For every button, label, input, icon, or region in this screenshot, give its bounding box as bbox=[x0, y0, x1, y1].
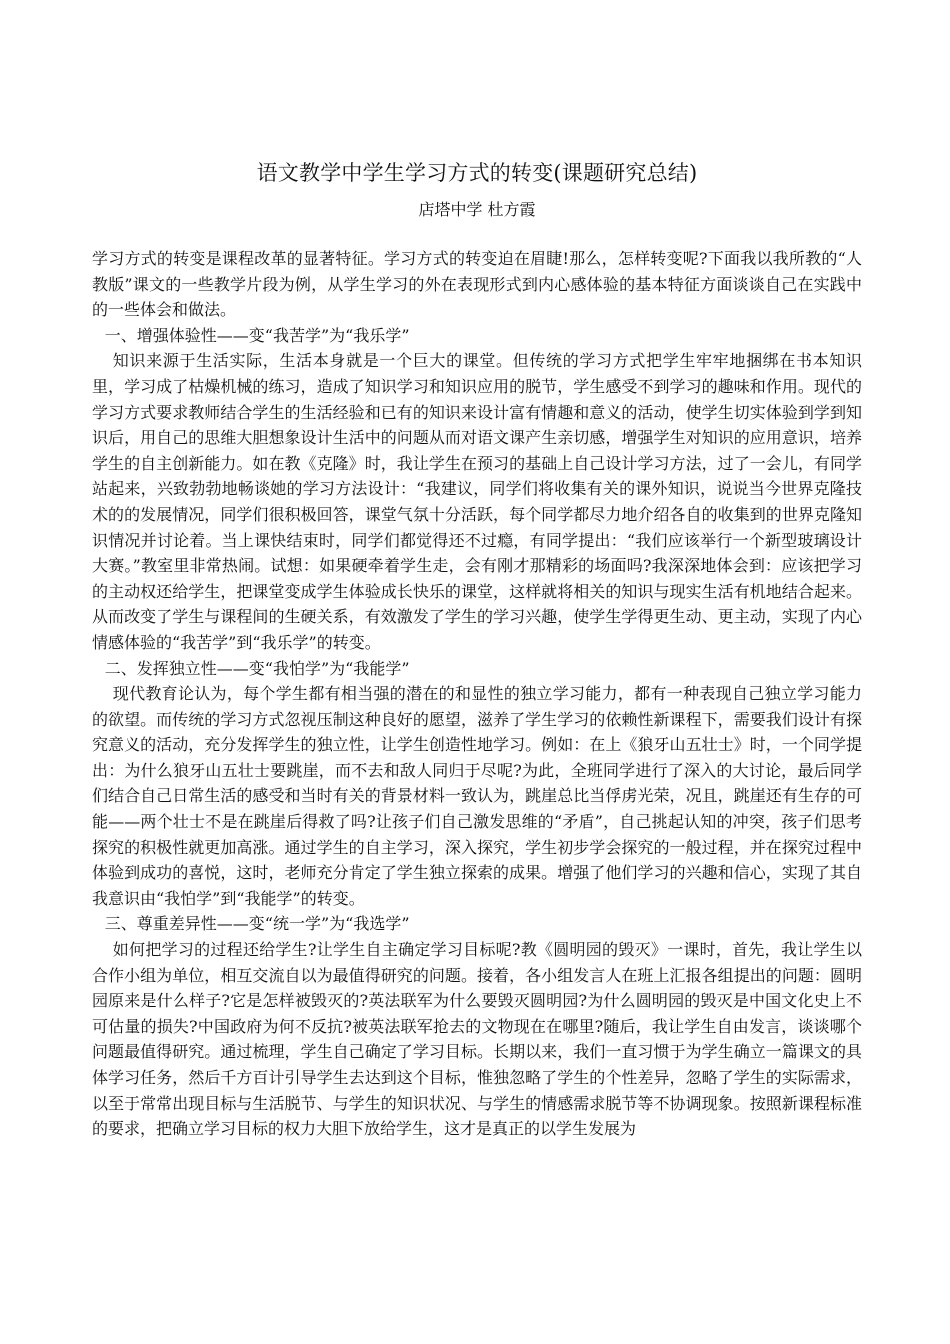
section-heading-3: 三、尊重差异性——变“统一学”为“我选学” bbox=[104, 914, 410, 934]
intro-paragraph: 学习方式的转变是课程改革的显著特征。学习方式的转变迫在眉睫!那么，怎样转变呢?下面我以我所教的“人教版”课文的一些教学片段为例，从学生学习的外在表现形式到内心感体验的基本特征方面谈谈自己在实践中的一些体会和做法。 bbox=[92, 249, 862, 320]
document-page bbox=[92, 158, 862, 1142]
section-heading-1: 一、增强体验性——变“我苦学”为“我乐学” bbox=[104, 325, 410, 345]
section-paragraph-1: 知识来源于生活实际，生活本身就是一个巨大的课堂。但传统的学习方式把学生牢牢地捆绑在书本知识里，学习成了枯燥机械的练习，造成了知识学习和知识应用的脱节，学生感受不到学习的趣味和作用。现代的学习方式要求教师结合学生的生活经验和已有的知识来设计富有情趣和意义的活动，使学生切实体验到学到知识后，用自己的思维大胆想象设计生活中的问题从而对语文课产生亲切感，增强学生对知识的应用意识，培养学生的自主创新能力。如在教《克隆》时，我让学生在预习的基础上自己设计学习方法，过了一会儿，有同学站起来，兴致勃勃地畅谈她的学习方法设计：“我建议，同学们将收集有关的课外知识，说说当今世界克隆技术的的发展情况，同学们很积极回答，课堂气氛十分活跃，每个同学都尽力地介绍各自的收集到的世界克隆知识情况并讨论着。当上课快结束时，同学们都觉得还不过瘾，有同学提出：“我们应该举行一个新型玻璃设计大赛。”教室里非常热闹。试想：如果硬牵着学生走，会有刚才那精彩的场面吗?我深深地体会到：应该把学习的主动权还给学生，把课堂变成学生体验成长快乐的课堂，这样就将相关的知识与现实生活有机地结合起来。从而改变了学生与课程间的生硬关系，有效激发了学生的学习兴趣，使学生学得更生动、更主动，实现了内心情感体验的“我苦学”到“我乐学”的转变。 bbox=[92, 351, 862, 652]
section-heading-2: 二、发挥独立性——变“我怕学”为“我能学” bbox=[104, 658, 410, 678]
document-body bbox=[92, 246, 862, 1142]
section-paragraph-3: 如何把学习的过程还给学生?让学生自主确定学习目标呢?教《圆明园的毁灭》一课时，首先，我让学生以合作小组为单位，相互交流自以为最值得研究的问题。接着，各小组发言人在班上汇报各组提出的问题：圆明园原来是什么样子?它是怎样被毁灭的?英法联军为什么要毁灭圆明园?为什么圆明园的毁灭是中国文化史上不可估量的损失?中国政府为何不反抗?被英法联军抢去的文物现在在哪里?随后，我让学生自由发言，谈谈哪个问题最值得研究。通过梳理，学生自己确定了学习目标。长期以来，我们一直习惯于为学生确立一篇课文的具体学习任务，然后千方百计引导学生去达到这个目标，惟独忽略了学生的个性差异，忽略了学生的实际需求，以至于常常出现目标与生活脱节、与学生的知识状况、与学生的情感需求脱节等不协调现象。按照新课程标准的要求，把确立学习目标的权力大胆下放给学生，这才是真正的以学生发展为 bbox=[92, 940, 862, 1139]
document-author: 店塔中学 杜方霞 bbox=[418, 200, 536, 219]
section-paragraph-2: 现代教育论认为，每个学生都有相当强的潜在的和显性的独立学习能力，都有一种表现自己独立学习能力的欲望。而传统的学习方式忽视压制这种良好的愿望，滋养了学生学习的依赖性新课程下，需要我们设计有探究意义的活动，充分发挥学生的独立性，让学生创造性地学习。例如：在上《狼牙山五壮士》时，一个同学提出：为什么狼牙山五壮士要跳崖，而不去和敌人同归于尽呢?为此，全班同学进行了深入的大讨论，最后同学们结合自己日常生活的感受和当时有关的背景材料一致认为，跳崖总比当俘虏光荣，况且，跳崖还有生存的可能——两个壮士不是在跳崖后得救了吗?让孩子们自己激发思维的“矛盾”，自己挑起认知的冲突，孩子们思考探究的积极性就更加高涨。通过学生的自主学习，深入探究，学生初步学会探究的一般过程，并在探究过程中体验到成功的喜悦，这时，老师充分肯定了学生独立探索的成果。增强了他们学习的兴趣和信心，实现了其自我意识由“我怕学”到“我能学”的转变。 bbox=[92, 684, 862, 908]
document-title: 语文教学中学生学习方式的转变(课题研究总结) bbox=[256, 161, 698, 185]
